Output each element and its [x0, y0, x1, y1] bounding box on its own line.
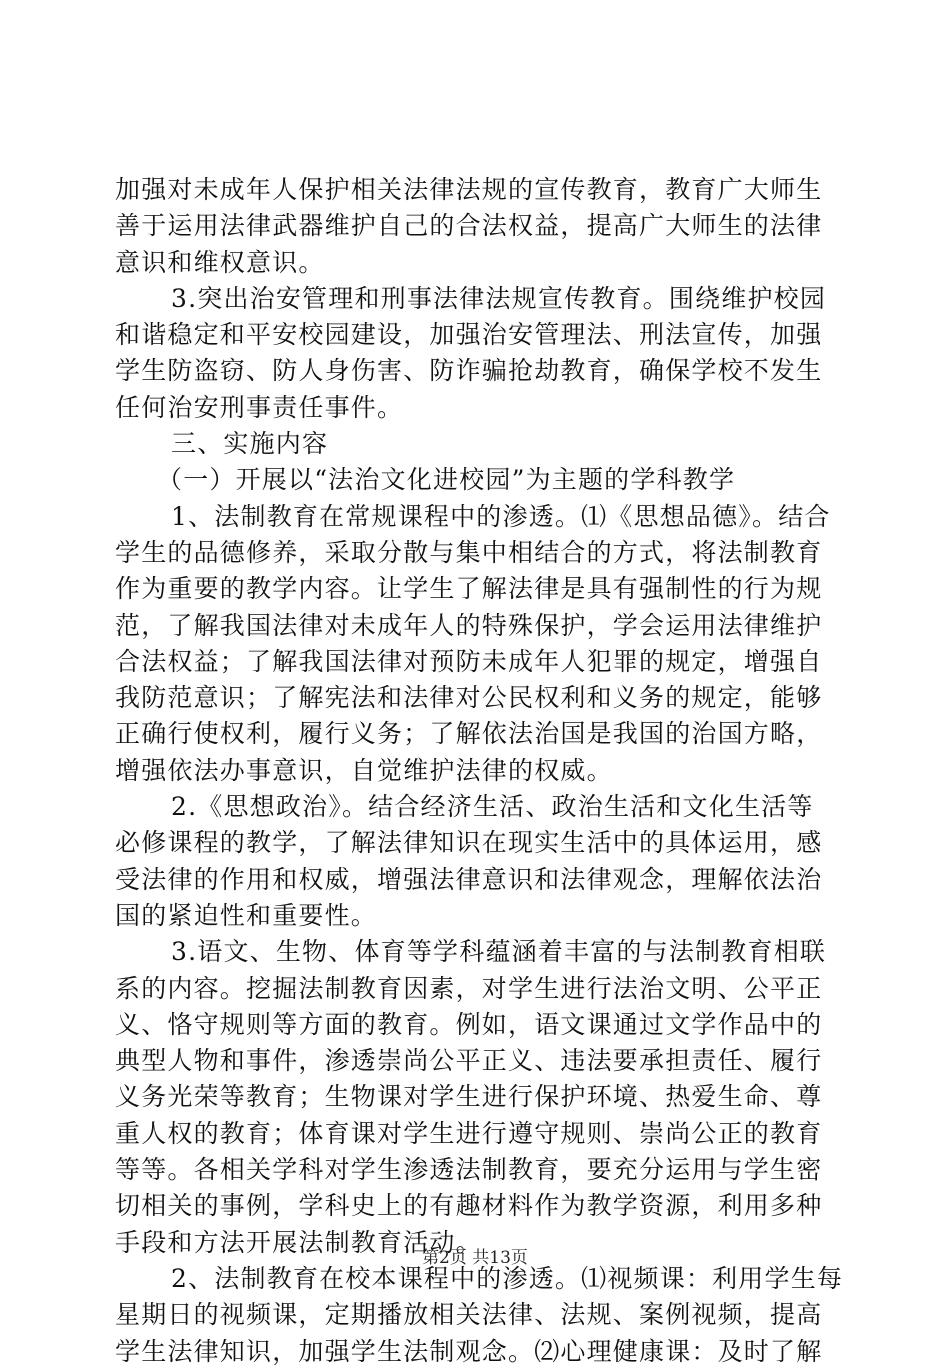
- text-line: 任何治安刑事责任事件。: [115, 392, 404, 422]
- text-line: 意识和维权意识。: [115, 247, 325, 277]
- text-line: 典型人物和事件，渗透崇尚公平正义、违法要承担责任、履行: [115, 1046, 823, 1076]
- text-line: 范，了解我国法律对未成年人的特殊保护，学会运用法律维护: [115, 610, 823, 640]
- text-line: 合法权益；了解我国法律对预防未成年人犯罪的规定，增强自: [115, 646, 823, 676]
- text-line: 受法律的作用和权威，增强法律意识和法律观念，理解依法治: [115, 864, 823, 894]
- text-line: 学生防盗窃、防人身伤害、防诈骗抢劫教育，确保学校不发生: [115, 356, 823, 386]
- text-line: 系的内容。挖掘法制教育因素，对学生进行法治文明、公平正: [115, 973, 823, 1003]
- document-body: [115, 172, 844, 1370]
- text-line: 作为重要的教学内容。让学生了解法律是具有强制性的行为规: [115, 574, 823, 604]
- paragraph-start: 2、法制教育在校本课程中的渗透。⑴视频课：利用学生每: [171, 1263, 844, 1293]
- page-number-footer: 第2页 共13页: [422, 1248, 528, 1268]
- text-line: 善于运用法律武器维护自己的合法权益，提高广大师生的法律: [115, 211, 823, 241]
- text-line: 义、恪守规则等方面的教育。例如，语文课通过文学作品中的: [115, 1009, 823, 1039]
- text-line: 我防范意识；了解宪法和法律对公民权利和义务的规定，能够: [115, 683, 823, 713]
- text-line: 重人权的教育；体育课对学生进行遵守规则、崇尚公正的教育: [115, 1118, 823, 1148]
- text-line: 和谐稳定和平安校园建设，加强治安管理法、刑法宣传，加强: [115, 320, 823, 350]
- text-line: 手段和方法开展法制教育活动。: [115, 1227, 482, 1257]
- paragraph-start: 1、法制教育在常规课程中的渗透。⑴《思想品德》。结合: [171, 501, 831, 531]
- text-line: 加强对未成年人保护相关法律法规的宣传教育，教育广大师生: [115, 175, 823, 204]
- text-line: 增强依法办事意识，自觉维护法律的权威。: [115, 755, 613, 785]
- text-line: 必修课程的教学，了解法律知识在现实生活中的具体运用，感: [115, 828, 823, 858]
- subsection-heading: （一）开展以“法治文化进校园”为主题的学科教学: [157, 465, 736, 495]
- section-heading: 三、实施内容: [171, 429, 329, 459]
- text-line: 星期日的视频课，定期播放相关法律、法规、案例视频，提高: [115, 1300, 823, 1330]
- text-line: 义务光荣等教育；生物课对学生进行保护环境、热爱生命、尊: [115, 1082, 823, 1112]
- paragraph-start: 3.突出治安管理和刑事法律法规宣传教育。围绕维护校园: [171, 283, 827, 313]
- text-line: 正确行使权利，履行义务；了解依法治国是我国的治国方略，: [115, 719, 823, 749]
- text-line: 国的紧迫性和重要性。: [115, 900, 378, 930]
- text-line: 等等。各相关学科对学生渗透法制教育，要充分运用与学生密: [115, 1155, 823, 1185]
- text-line: 切相关的事例，学科史上的有趣材料作为教学资源，利用多种: [115, 1191, 823, 1221]
- paragraph-start: 2.《思想政治》。结合经济生活、政治生活和文化生活等: [171, 792, 814, 822]
- text-line: 学生法律知识，加强学生法制观念。⑵心理健康课：及时了解: [115, 1336, 823, 1366]
- paragraph-start: 3.语文、生物、体育等学科蕴涵着丰富的与法制教育相联: [171, 937, 827, 967]
- text-line: 学生的品德修养，采取分散与集中相结合的方式，将法制教育: [115, 537, 823, 567]
